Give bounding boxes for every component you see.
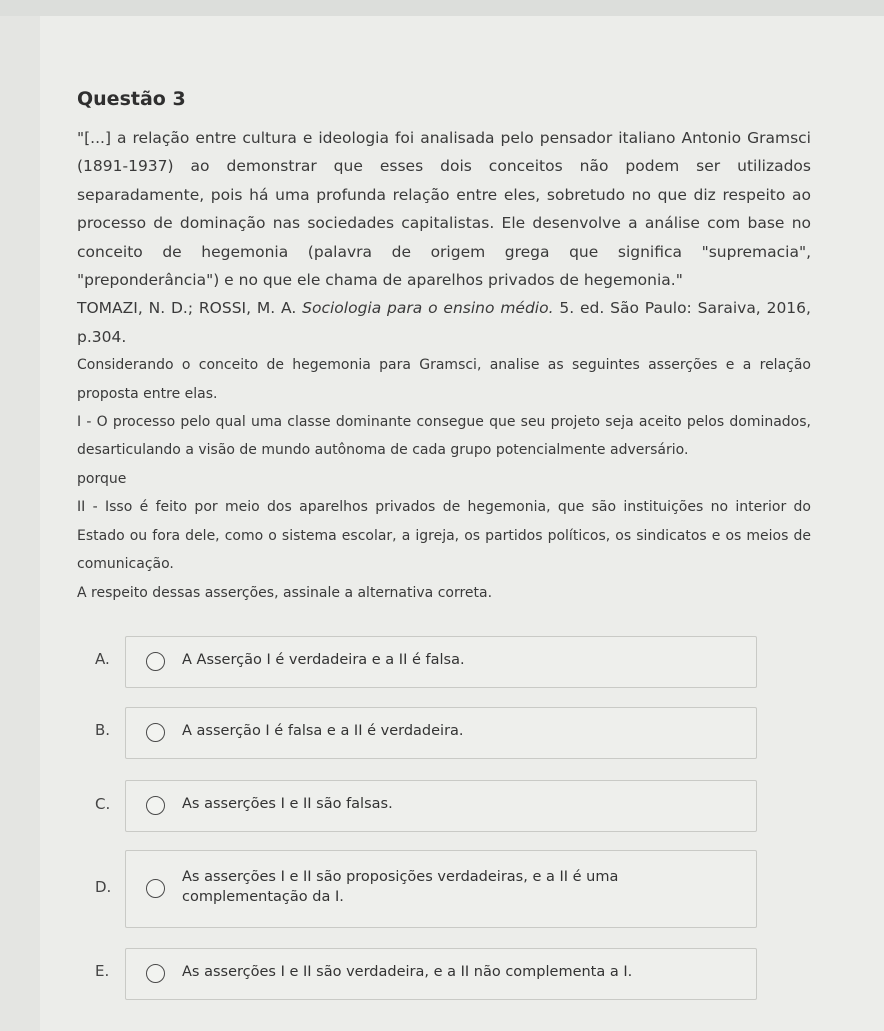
assertion-2: II - Isso é feito por meio dos aparelhos privados de hegemonia, que são instituições no interior do Estado ou fora dele, como o sistema escolar, a igreja, os partidos políticos, os sindicatos e os meios de comunicação. bbox=[77, 499, 811, 573]
citation-rest: 5. ed. São Paulo: Saraiva, 2016, p.304. bbox=[77, 299, 811, 346]
top-bar bbox=[0, 0, 884, 16]
assertion-1: I - O processo pelo qual uma classe dominante consegue que seu projeto seja aceito pelos dominados, desarticulando a visão de mundo autônoma de cada grupo potencialmente adversário. bbox=[77, 414, 811, 459]
radio-icon[interactable] bbox=[146, 879, 165, 898]
prompt-text: A respeito dessas asserções, assinale a alternativa correta. bbox=[77, 584, 493, 601]
question-body bbox=[77, 124, 811, 607]
radio-icon[interactable] bbox=[146, 652, 165, 671]
citation-title: Sociologia para o ensino médio. bbox=[302, 299, 554, 318]
option-text: As asserções I e II são falsas. bbox=[182, 796, 393, 812]
option-letter: C. bbox=[95, 795, 111, 813]
quote-text: "[...] a relação entre cultura e ideologia foi analisada pelo pensador italiano Antonio Gramsci (1891-1937) ao demonstrar que esses dois conceitos não podem ser utilizados separadamente, pois há uma profunda relação entre eles, sobretudo no que diz respeito ao processo de dominação nas sociedades capitalistas. Ele desenvolve a análise com base no conceito de hegemonia (palavra de origem grega que significa "supremacia", "preponderância") e no que ele chama de aparelhos privados de hegemonia." bbox=[77, 129, 811, 290]
option-letter: A. bbox=[95, 650, 110, 668]
option-box[interactable] bbox=[125, 707, 757, 759]
instruction-text: Considerando o conceito de hegemonia para Gramsci, analise as seguintes asserções e a relação proposta entre elas. bbox=[77, 357, 811, 402]
option-text: A Asserção I é verdadeira e a II é falsa. bbox=[182, 652, 465, 668]
option-box[interactable] bbox=[125, 636, 757, 688]
question-title: Questão 3 bbox=[77, 88, 186, 110]
option-text: As asserções I e II são proposições verdadeiras, e a II é uma complementação da I. bbox=[182, 869, 619, 905]
citation bbox=[77, 294, 811, 351]
radio-icon[interactable] bbox=[146, 964, 165, 983]
option-box[interactable] bbox=[125, 850, 757, 928]
option-letter: E. bbox=[95, 962, 110, 980]
radio-icon[interactable] bbox=[146, 796, 165, 815]
option-letter: D. bbox=[95, 878, 112, 896]
option-box[interactable] bbox=[125, 780, 757, 832]
citation-authors: TOMAZI, N. D.; ROSSI, M. A. bbox=[77, 299, 297, 318]
option-text: As asserções I e II são verdadeira, e a II não complementa a I. bbox=[182, 964, 633, 980]
option-letter: B. bbox=[95, 721, 111, 739]
connector-text: porque bbox=[77, 470, 127, 487]
option-text: A asserção I é falsa e a II é verdadeira. bbox=[182, 723, 464, 739]
option-box[interactable] bbox=[125, 948, 757, 1000]
radio-icon[interactable] bbox=[146, 723, 165, 742]
